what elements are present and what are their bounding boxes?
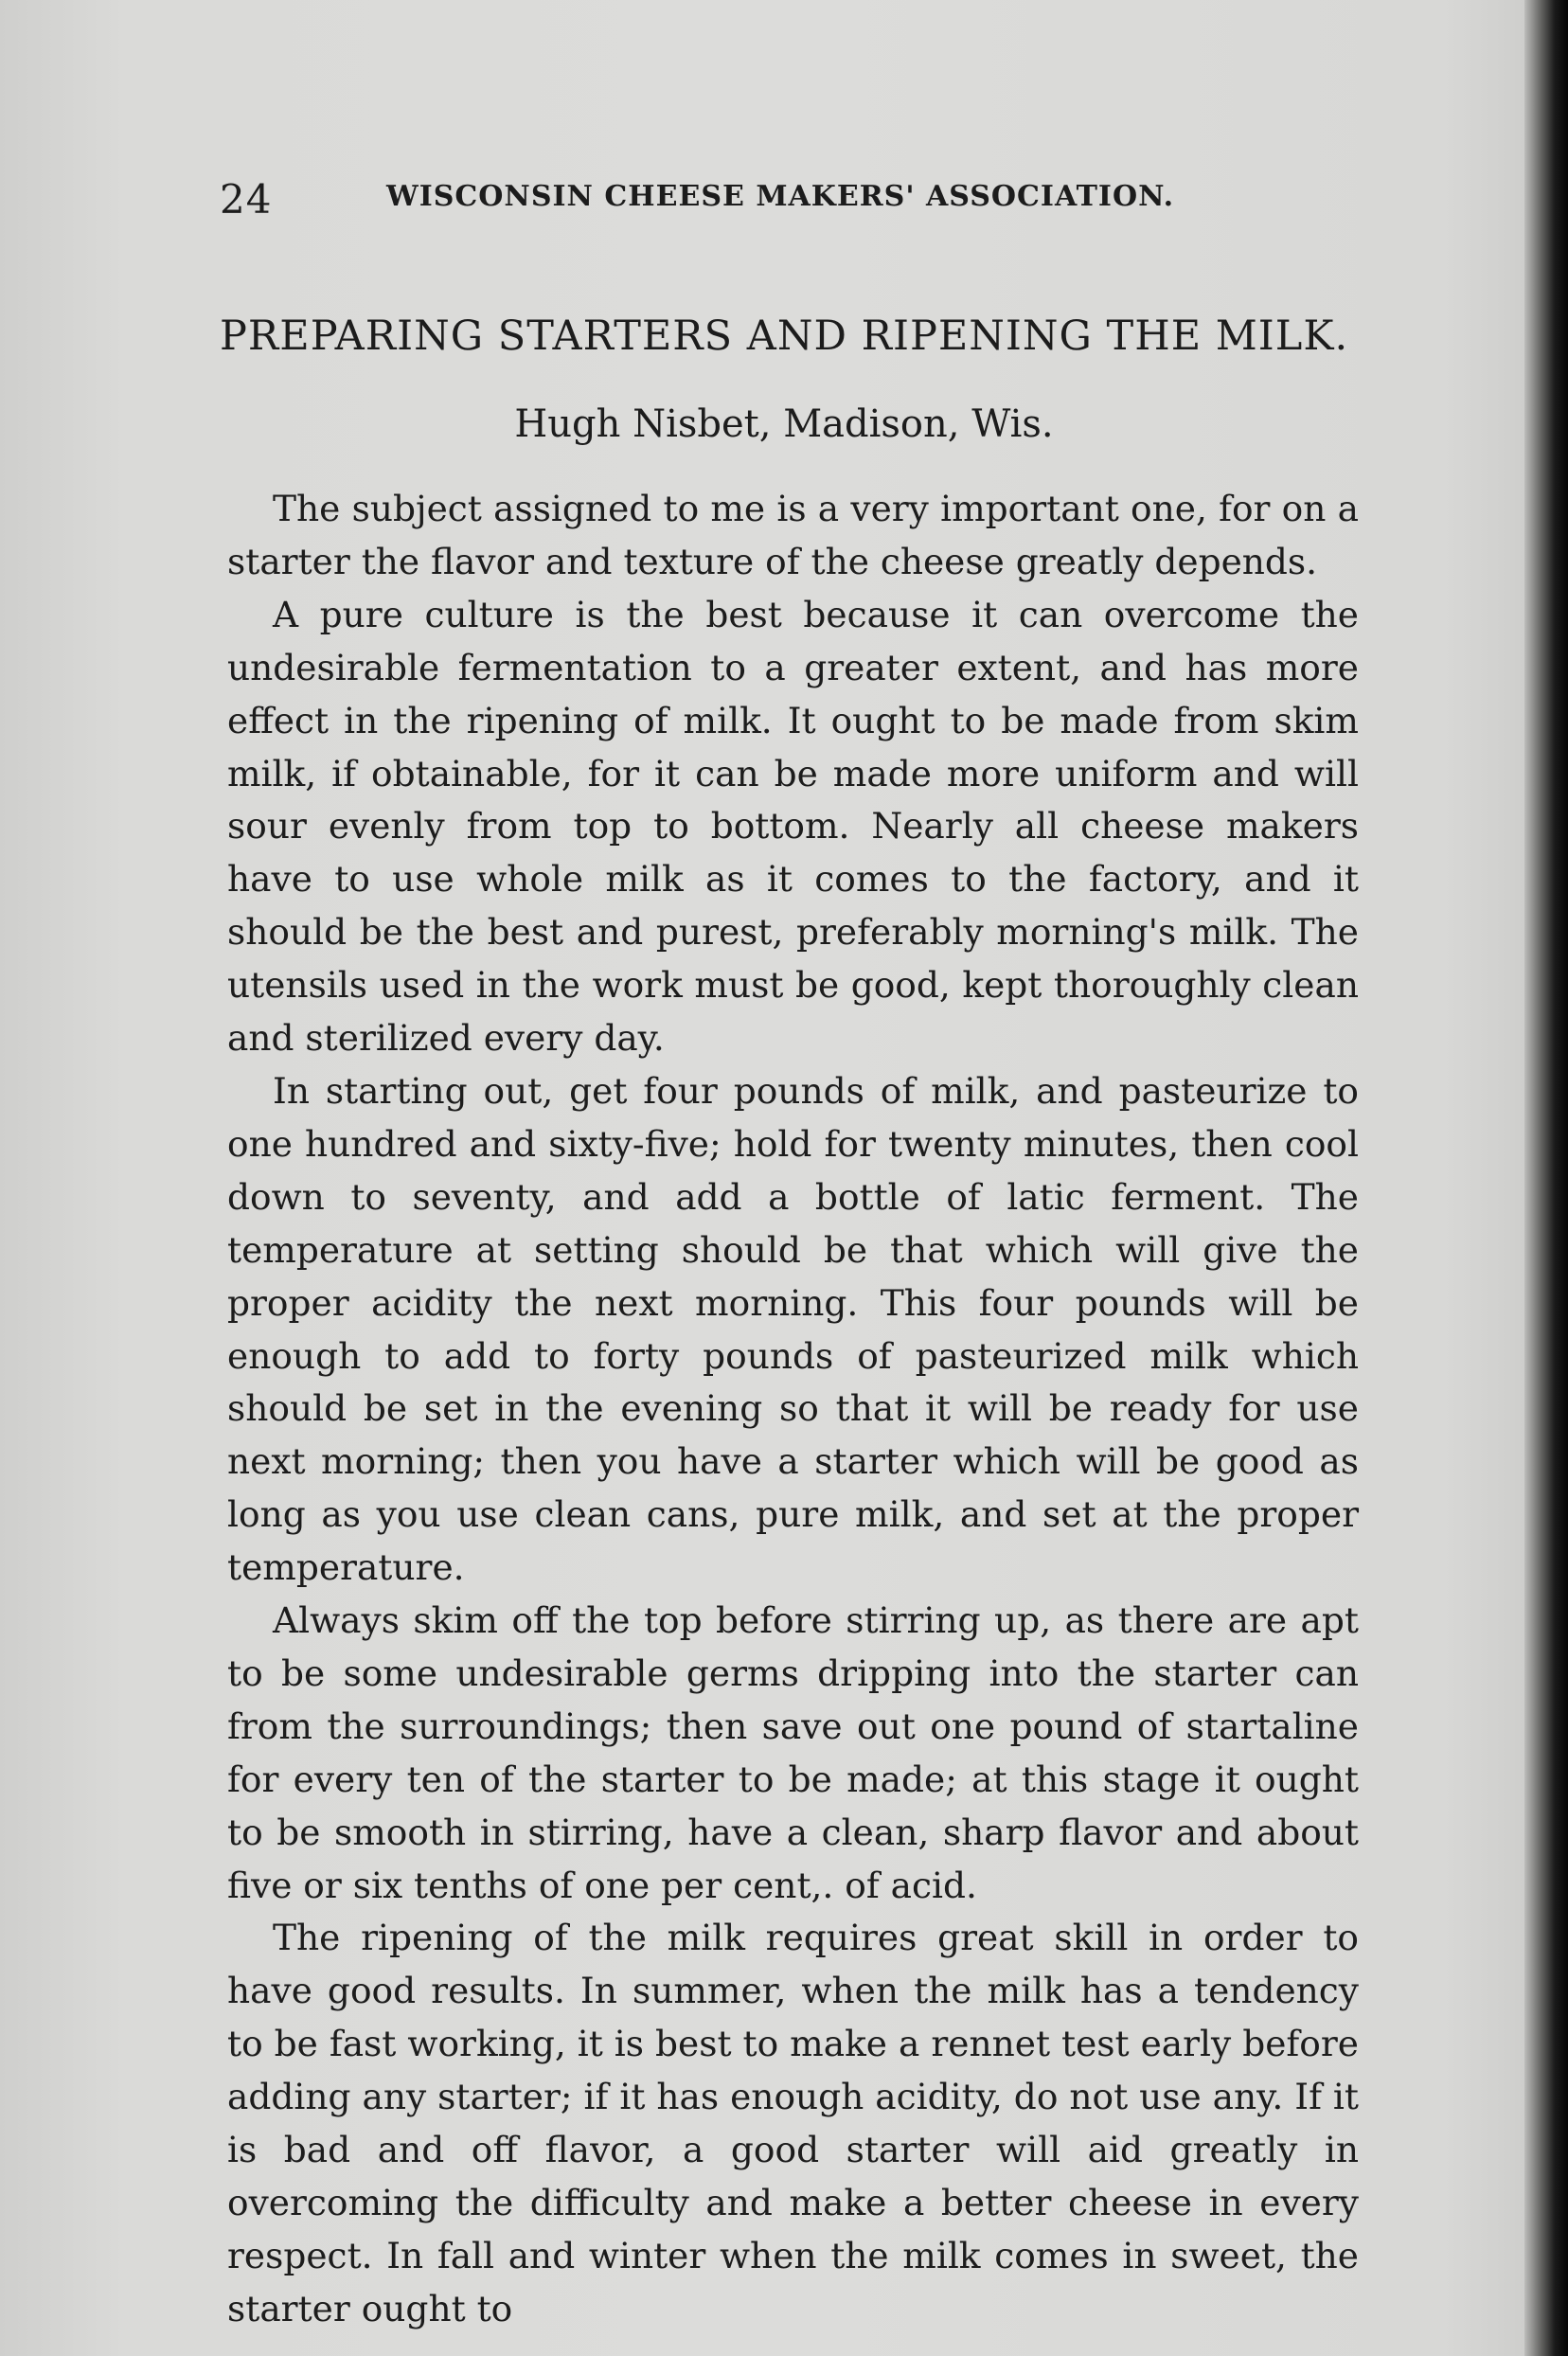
paragraph: In starting out, get four pounds of milk, and pasteurize to one hundred and sixty-five; hold for twenty minutes, then cool down to seventy, and add a bottle of latic ferment. The temperature at setting should be that which will give the proper acidity the next morning. This four pounds will be enough to add to forty pounds of pasteurized milk which should be set in the evening so that it will be ready for use next morning; then you have a starter which will be good as long as you use clean cans, pure milk, and set at the proper temperature. [227, 1069, 1359, 1589]
book-spine-shadow [1524, 0, 1568, 2356]
article-title: PREPARING STARTERS AND RIPENING THE MILK. [220, 312, 1349, 360]
running-title: WISCONSIN CHEESE MAKERS' ASSOCIATION. [386, 180, 1175, 213]
running-head [220, 176, 1233, 223]
page-number: 24 [220, 176, 273, 223]
paragraph: The ripening of the milk requires great skill in order to have good results. In summer, when the milk has a tendency to be fast working, it is best to make a rennet test early before adding any starter; if it has enough acidity, do not use any. If it is bad and off flavor, a good starter will aid greatly in overcoming the difficulty and make a better cheese in every respect. In fall and winter when the milk comes in sweet, the starter ought to [227, 1917, 1359, 2329]
author-byline: Hugh Nisbet, Madison, Wis. [514, 402, 1054, 446]
paragraph: The subject assigned to me is a very important one, for on a starter the flavor and texture of the cheese greatly depends. [227, 488, 1359, 582]
paragraph: A pure culture is the best because it can overcome the undesirable fermentation to a greater extent, and has more effect in the ripening of milk. It ought to be made from skim milk, if obtainable, for it can be made more uniform and will sour evenly from top to bottom. Nearly all cheese makers have to use whole milk as it comes to the factory, and it should be the best and purest, preferably morning's milk. The utensils used in the work must be good, kept thoroughly clean and sterilized every day. [227, 593, 1359, 1060]
article-body [227, 483, 1359, 2336]
paragraph: Always skim off the top before stirring up, as there are apt to be some undesirable germs dripping into the starter can from the surroundings; then save out one pound of startaline for every ten of the starter to be made; at this stage it ought to be smooth in stirring, have a clean, sharp flavor and about five or six tenths of one per cent,. of acid. [227, 1599, 1359, 1906]
